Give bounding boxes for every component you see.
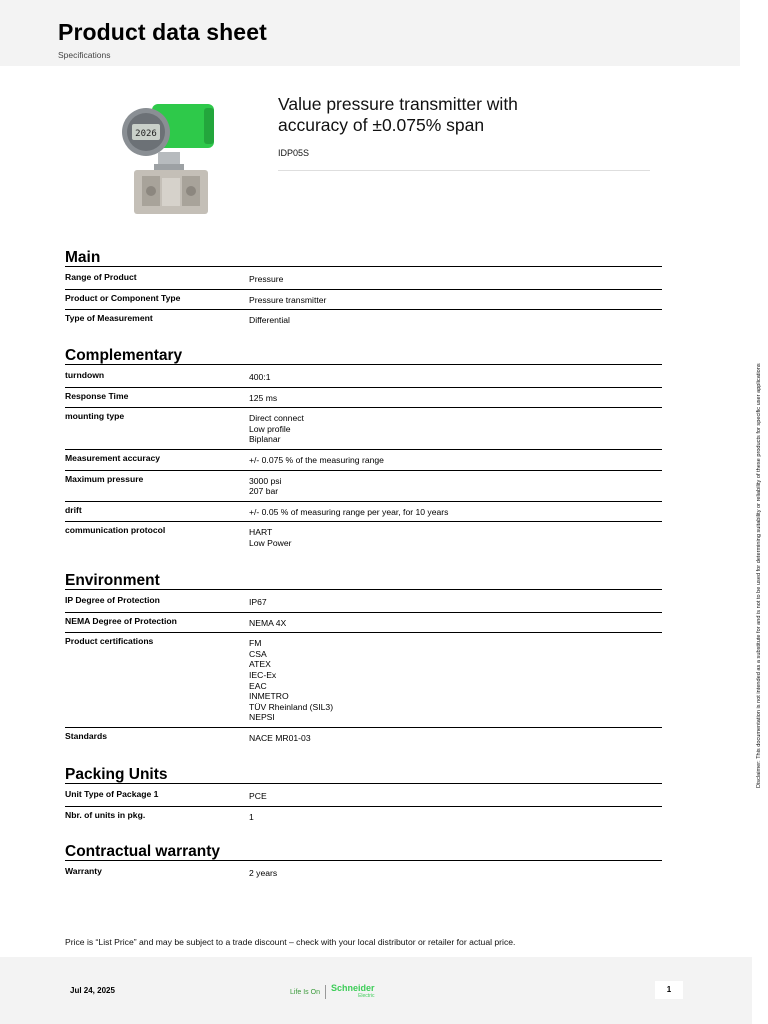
spec-label: Product certifications — [65, 636, 154, 647]
disclaimer-text: Disclaimer: This documentation is not intended as a substitute for and is not to be used for determining suitability or reliability of these products for specific user applications — [756, 363, 762, 788]
spec-value — [249, 369, 662, 383]
spec-label: NEMA Degree of Protection — [65, 615, 177, 626]
spec-label: Type of Measurement — [65, 313, 153, 324]
spec-value — [249, 504, 662, 518]
spec-value-line: ATEX — [249, 659, 271, 670]
section-heading: Packing Units — [65, 765, 662, 784]
footer-date: Jul 24, 2025 — [70, 986, 115, 995]
disclaimer — [756, 320, 766, 788]
spec-row — [65, 613, 662, 634]
spec-value — [249, 473, 662, 497]
section-heading: Main — [65, 248, 662, 267]
spec-value — [249, 809, 662, 823]
spec-label: Nbr. of units in pkg. — [65, 809, 146, 820]
spec-row — [65, 388, 662, 409]
spec-value — [249, 615, 662, 629]
spec-value-line: Differential — [249, 315, 290, 326]
spec-value-line: TÜV Rheinland (SIL3) — [249, 701, 334, 712]
brand-wordmark: Schneider — [330, 983, 375, 993]
page-header — [0, 0, 740, 66]
spec-value — [249, 271, 662, 285]
lcd-readout: 2026 — [135, 129, 157, 139]
section-environment — [65, 571, 662, 748]
page-title: Product data sheet — [58, 19, 267, 45]
spec-rows — [65, 367, 662, 553]
spec-value-line: EAC — [249, 680, 267, 691]
logo-divider — [325, 985, 326, 999]
divider — [278, 170, 650, 171]
spec-label: Warranty — [65, 866, 102, 876]
spec-row — [65, 408, 662, 450]
spec-value — [249, 730, 662, 744]
spec-value-line: Direct connect — [249, 413, 304, 424]
section-heading: Environment — [65, 571, 662, 590]
spec-row — [65, 367, 662, 388]
spec-label: Range of Product — [65, 272, 137, 282]
spec-label: Product or Component Type — [65, 292, 181, 303]
neck — [158, 152, 180, 166]
spec-value — [249, 524, 662, 548]
spec-label: Unit Type of Package 1 — [65, 789, 159, 799]
spec-value-line: IP67 — [249, 597, 267, 607]
page-number: 1 — [655, 981, 683, 999]
spec-row — [65, 807, 662, 827]
spec-row — [65, 471, 662, 502]
spec-value-line: Low profile — [249, 423, 291, 434]
spec-label: drift — [65, 504, 82, 515]
spec-value — [249, 635, 662, 723]
spec-value-line: 125 ms — [249, 392, 278, 403]
spec-value-line: Pressure transmitter — [249, 294, 327, 305]
spec-value — [249, 292, 662, 306]
spec-value-line: HART — [249, 527, 273, 538]
product-title-line: accuracy of ±0.075% span — [278, 115, 485, 135]
spec-value — [249, 452, 662, 466]
section-contractual-warranty — [65, 842, 662, 883]
spec-label: mounting type — [65, 411, 125, 422]
spec-value — [249, 594, 662, 608]
spec-value — [249, 410, 662, 445]
spec-label: Maximum pressure — [65, 473, 144, 484]
page-subtitle: Specifications — [58, 50, 111, 60]
spec-label: Standards — [65, 730, 108, 741]
spec-value-line: 1 — [249, 811, 254, 822]
spec-row — [65, 502, 662, 523]
product-title — [278, 94, 650, 136]
neck-collar — [154, 164, 184, 170]
spec-row — [65, 863, 662, 883]
section-heading: Complementary — [65, 346, 662, 365]
spec-value — [249, 390, 662, 404]
brand-tagline: Life Is On — [290, 988, 320, 996]
center-block — [162, 178, 180, 206]
spec-rows — [65, 863, 662, 883]
spec-row — [65, 522, 662, 552]
spec-value-line: 207 bar — [249, 486, 279, 497]
spec-value-line: FM — [249, 638, 262, 649]
spec-value-line: 400:1 — [249, 372, 271, 382]
section-packing-units — [65, 765, 662, 826]
section-main — [65, 248, 662, 330]
spec-value-line: 2 years — [249, 868, 278, 878]
spec-label: turndown — [65, 370, 105, 380]
spec-label: communication protocol — [65, 525, 166, 536]
section-heading: Contractual warranty — [65, 842, 662, 861]
spec-value-line: +/- 0.075 % of the measuring range — [249, 454, 384, 465]
spec-rows — [65, 592, 662, 748]
spec-value-line: CSA — [249, 648, 267, 659]
port-left — [146, 186, 156, 196]
spec-row — [65, 633, 662, 728]
spec-value-line: INMETRO — [249, 691, 289, 702]
spec-row — [65, 786, 662, 807]
product-image — [112, 96, 222, 226]
spec-value-line: IEC-Ex — [249, 669, 277, 680]
section-complementary — [65, 346, 662, 553]
spec-value-line: NEMA 4X — [249, 617, 287, 628]
spec-value-line: Low Power — [249, 537, 292, 548]
port-right — [186, 186, 196, 196]
spec-value-line: 3000 psi — [249, 475, 282, 486]
spec-row — [65, 269, 662, 290]
page-footer — [0, 957, 752, 1024]
spec-row — [65, 450, 662, 471]
spec-row — [65, 290, 662, 311]
spec-row — [65, 310, 662, 330]
spec-row — [65, 592, 662, 613]
price-note: Price is “List Price” and may be subject to a trade discount – check with your local distributor or retailer for actual price. — [65, 937, 516, 947]
spec-value-line: NACE MR01-03 — [249, 732, 311, 743]
spec-label: Response Time — [65, 390, 129, 401]
product-reference: IDP05S — [278, 148, 310, 158]
spec-value — [249, 788, 662, 802]
product-title-line: Value pressure transmitter with — [278, 94, 518, 114]
spec-rows — [65, 269, 662, 330]
housing-side — [204, 108, 214, 144]
spec-value-line: NEPSI — [249, 712, 275, 723]
brand-subline: Electric — [358, 993, 375, 999]
spec-value-line: Pressure — [249, 274, 284, 284]
spec-label: IP Degree of Protection — [65, 595, 160, 605]
spec-value-line: Biplanar — [249, 434, 281, 445]
product-title-block — [278, 94, 650, 171]
spec-row — [65, 728, 662, 748]
brand-name — [331, 984, 375, 1000]
spec-value-line: +/- 0.05 % of measuring range per year, for 10 years — [249, 506, 449, 517]
spec-value — [249, 312, 662, 326]
brand-logo — [290, 984, 374, 1000]
spec-rows — [65, 786, 662, 826]
spec-value-line: PCE — [249, 791, 267, 801]
spec-label: Measurement accuracy — [65, 452, 161, 463]
spec-value — [249, 865, 662, 879]
